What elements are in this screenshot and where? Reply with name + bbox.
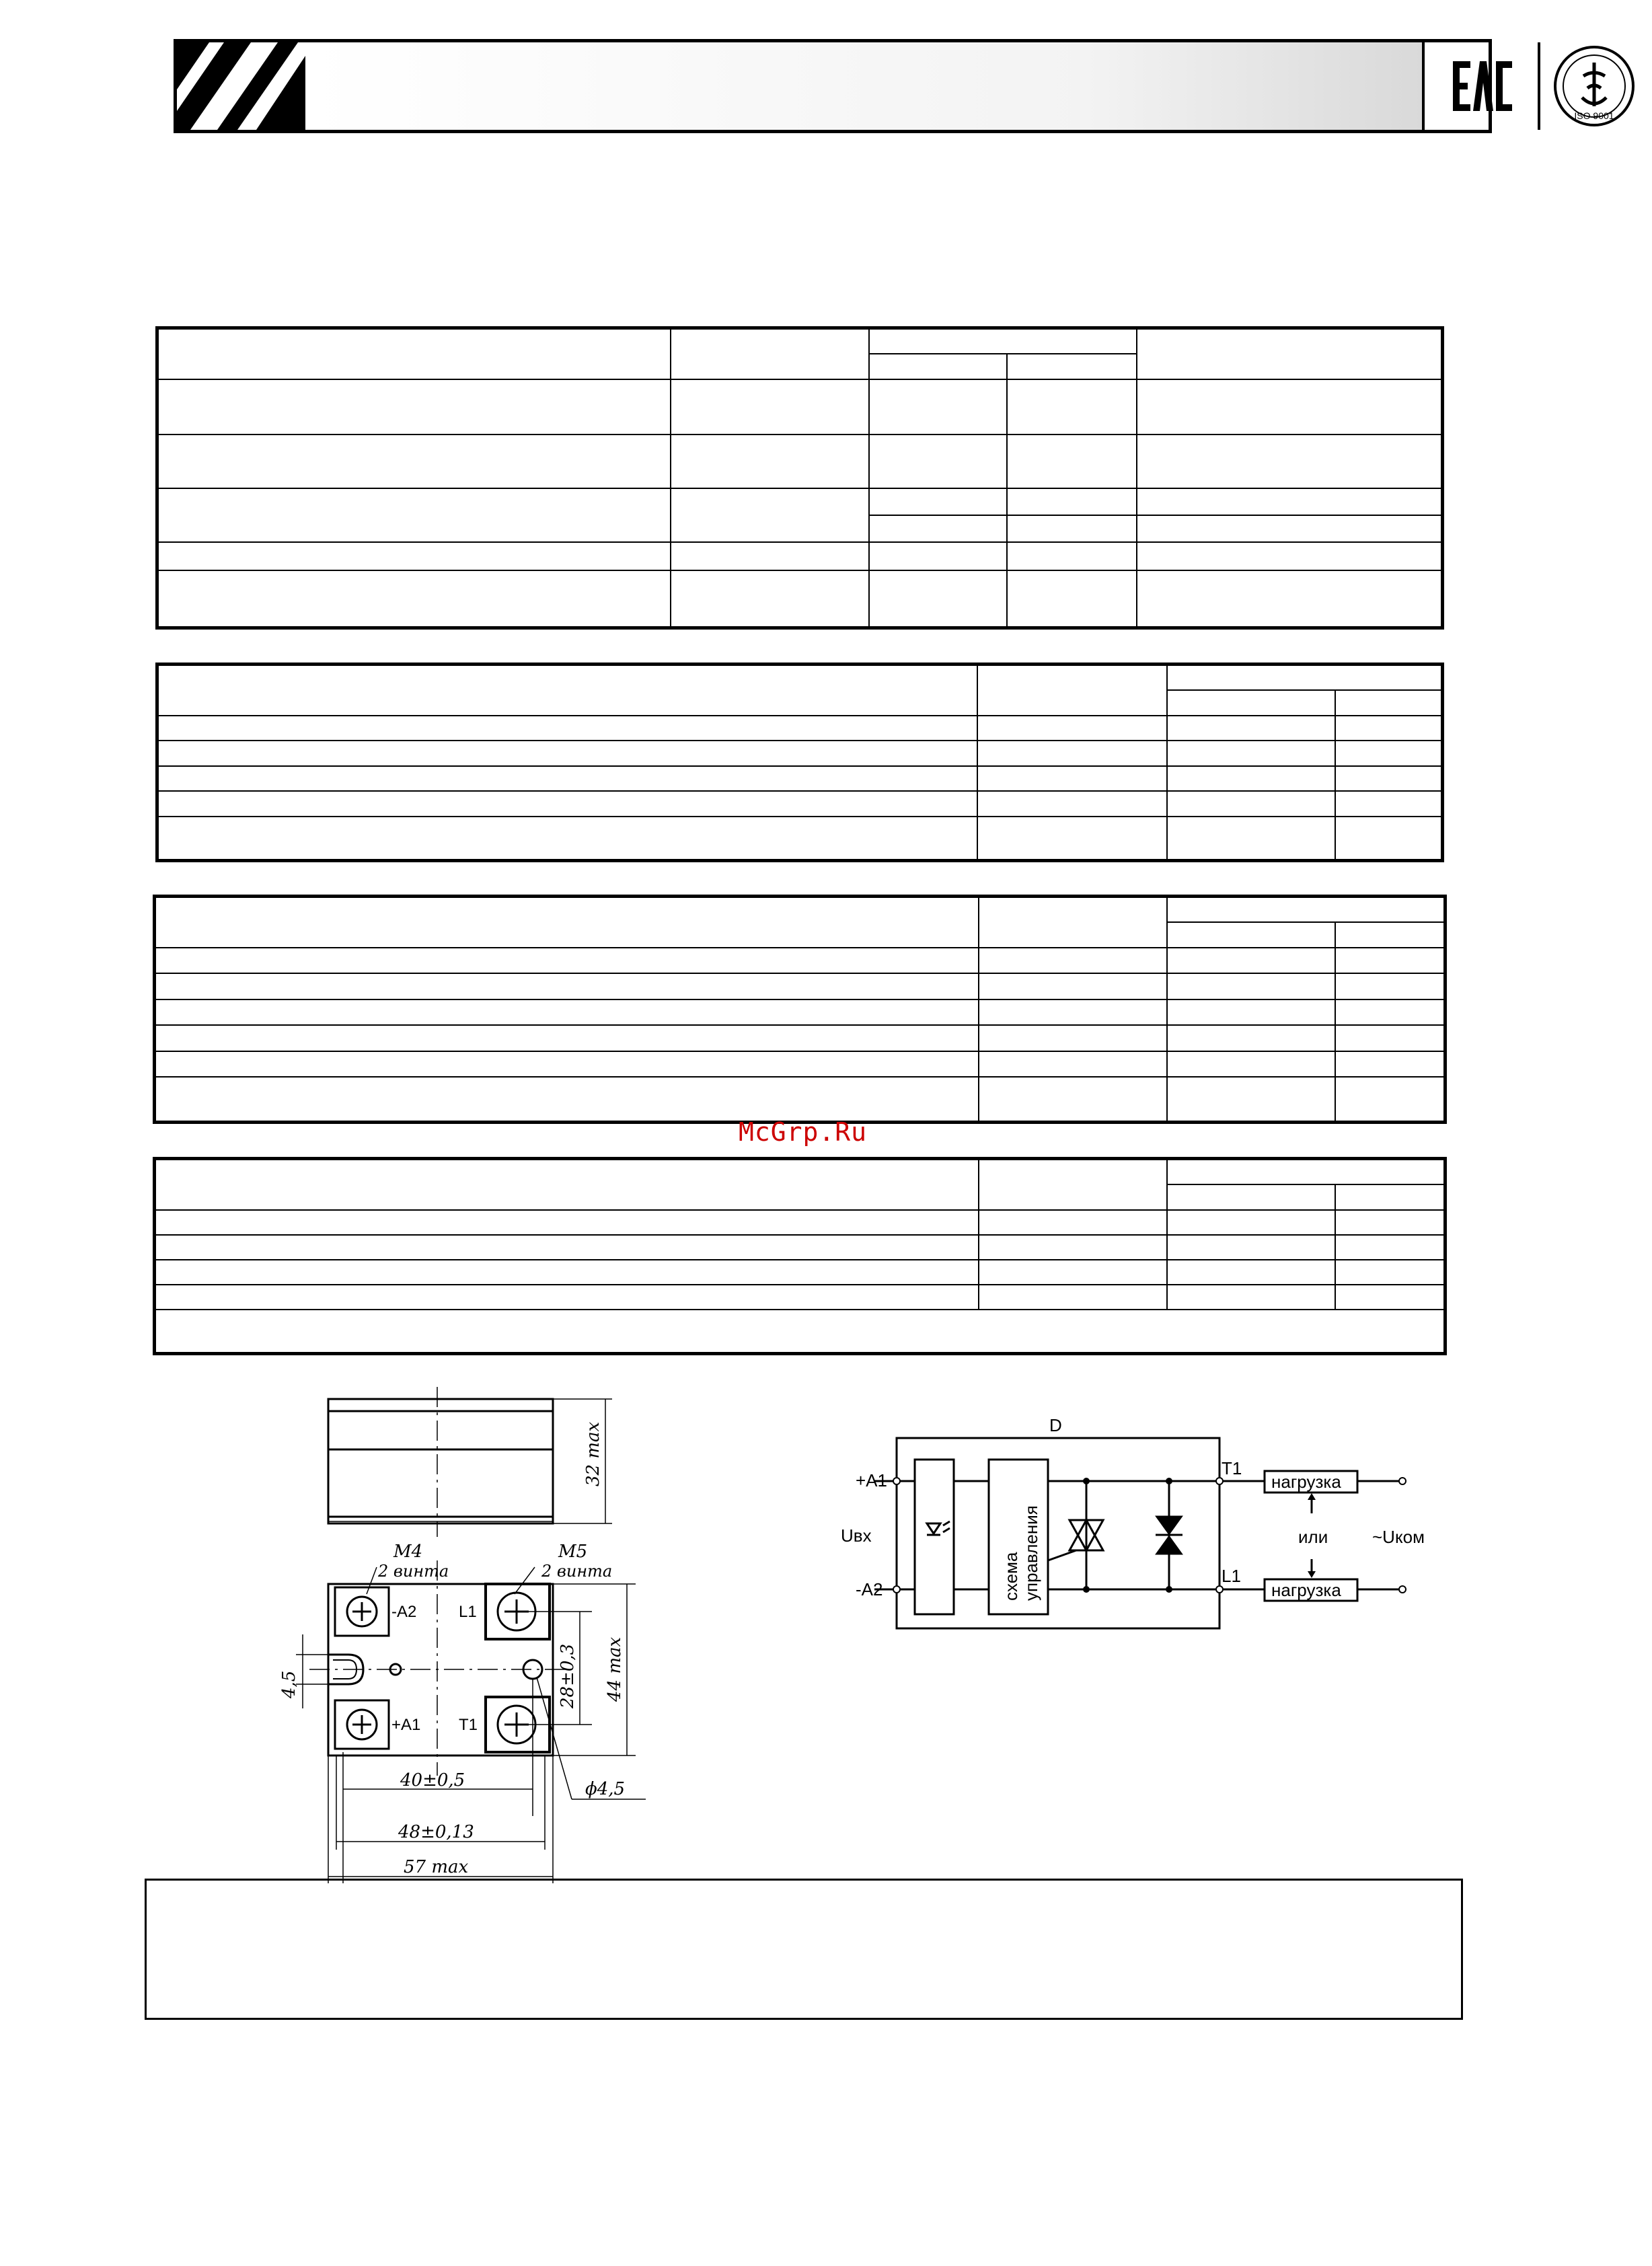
iso-seal-text: ISO 9001 [1574, 110, 1614, 121]
eac-mark [1425, 42, 1540, 130]
dim-57: 57 max [404, 1857, 469, 1877]
parameter-table-4 [153, 1157, 1447, 1355]
logo-stripes-icon [177, 42, 305, 130]
dim-hole-spacing: 28±0,3 [558, 1643, 578, 1708]
notes-box [145, 1879, 1463, 2020]
parameter-table-2 [155, 663, 1444, 862]
pin-t1-label: T1 [1222, 1458, 1242, 1478]
or-label: или [1298, 1527, 1328, 1547]
parameter-table-3 [153, 895, 1447, 1124]
dim-width: 44 max [605, 1636, 625, 1702]
screw-right-count: 2 винта [541, 1562, 613, 1581]
switch-voltage-label: ~Uком [1372, 1527, 1425, 1547]
label-a1: +A1 [391, 1716, 421, 1734]
screw-left-count: 2 винта [378, 1562, 449, 1581]
company-logo [177, 42, 312, 130]
eac-mark-icon [1425, 42, 1535, 130]
pin-a1-label: +A1 [856, 1470, 887, 1490]
dimension-drawing [269, 1386, 659, 1877]
pin-l1-label: L1 [1222, 1566, 1241, 1586]
document-header [174, 39, 1614, 133]
label-a2: -A2 [391, 1603, 417, 1621]
label-t1: T1 [459, 1716, 478, 1734]
parameter-table-1 [155, 326, 1444, 630]
dim-40: 40±0,5 [400, 1770, 465, 1790]
side-view-body [328, 1399, 553, 1523]
control-block-line2: управления [1021, 1505, 1041, 1601]
watermark-text: McGrp.Ru [739, 1117, 868, 1147]
load-top-label: нагрузка [1271, 1472, 1341, 1492]
dim-slot: 4,5 [279, 1670, 299, 1698]
screw-right-size: M5 [558, 1542, 588, 1562]
relay-outline [897, 1438, 1219, 1628]
label-device-d: D [1049, 1415, 1062, 1435]
dim-48: 48±0,13 [398, 1822, 474, 1842]
dim-height-label: 32 max [583, 1421, 603, 1486]
wiring-schematic [841, 1399, 1433, 1641]
dim-hole-diameter: ϕ4,5 [585, 1779, 626, 1799]
label-l1: L1 [459, 1603, 477, 1621]
optocoupler-block [915, 1460, 954, 1614]
load-bottom-label: нагрузка [1271, 1580, 1341, 1600]
input-voltage-label: Uвх [841, 1525, 872, 1546]
control-block-line1: схема [1001, 1552, 1021, 1601]
screw-left-size: M4 [393, 1542, 423, 1562]
iso-seal [1539, 42, 1652, 130]
pin-a2-label: -A2 [856, 1579, 883, 1599]
header-title-band [309, 42, 1425, 130]
iso-seal-icon [1539, 42, 1649, 130]
